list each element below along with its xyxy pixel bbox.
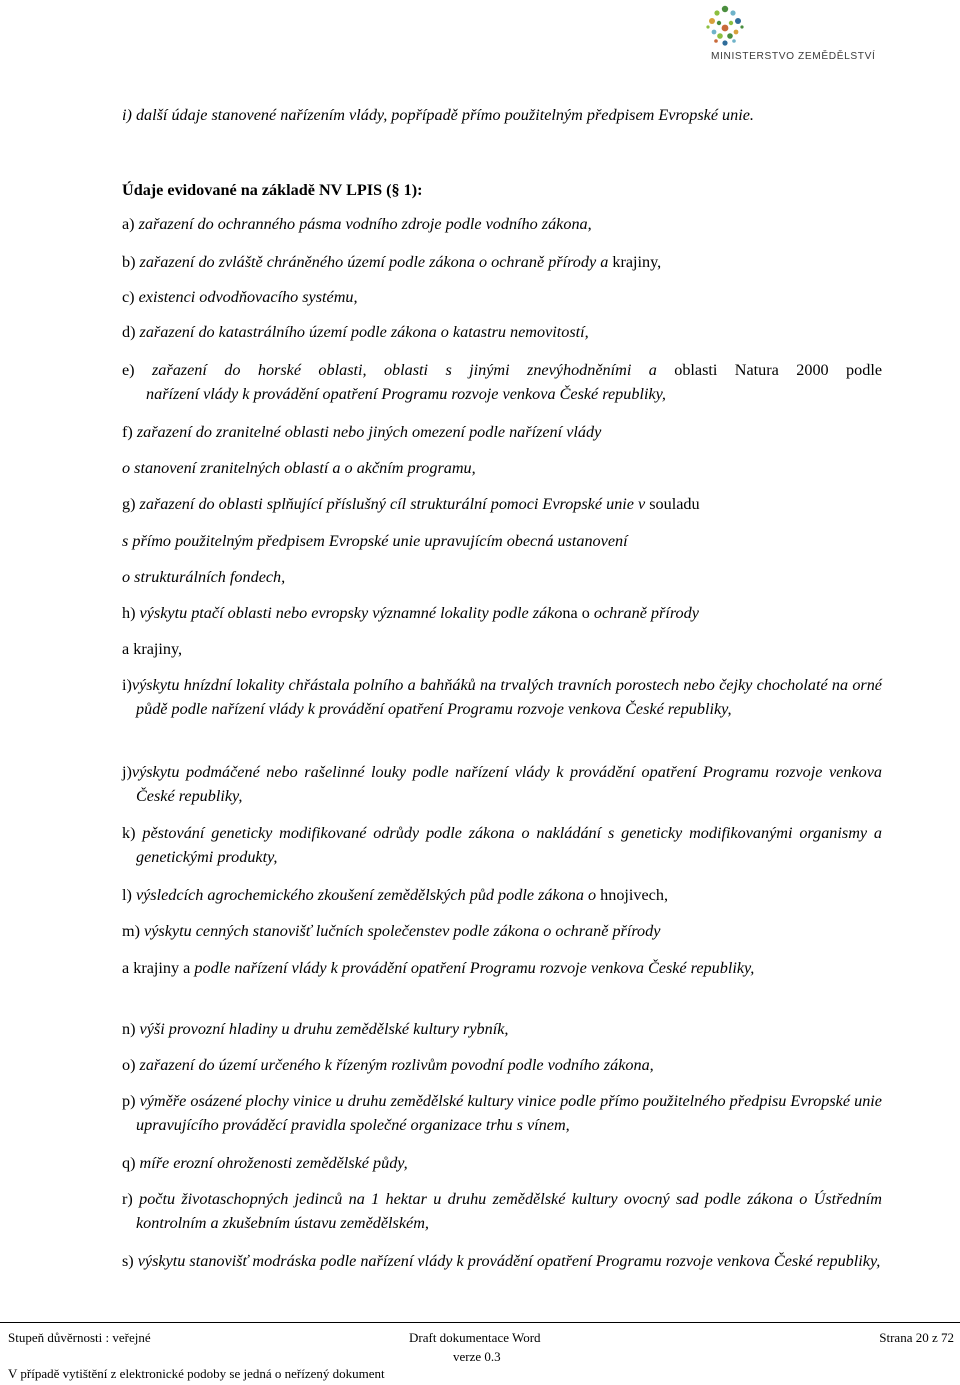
item-text: počtu životaschopných jedinců na 1 hektar u druhu zemědělské kultury ovocný sad podle zákona o Ústředním kontrolním a zkušebním ústavu zemědělském, [136, 1190, 882, 1232]
item-text-cont: nařízení vlády k provádění opatření Programu rozvoje venkova České republiky, [146, 385, 666, 403]
item-label: q) [122, 1154, 136, 1172]
footer-notice: V případě vytištění z elektronické podoby se jedná o neřízený dokument [8, 1366, 385, 1381]
item-text: zařazení do území určeného k řízeným rozlivům povodní podle vodního zákona, [139, 1056, 654, 1074]
footer-confidentiality: Stupeň důvěrnosti : veřejné [8, 1330, 151, 1345]
item-text: zařazení do oblasti splňující příslušný cíl strukturální pomoci Evropské unie v [139, 495, 646, 513]
item-i [122, 673, 882, 721]
item-text-plain: hnojivech, [596, 886, 669, 904]
item-text-end: ochraně přírody [589, 604, 699, 622]
item-k [122, 821, 882, 869]
item-d [122, 320, 882, 344]
footer-version: verze 0.3 [453, 1349, 501, 1364]
item-label: h) [122, 604, 136, 622]
item-text-plain: oblasti Natura 2000 podle [656, 361, 883, 379]
item-text: výskytu cenných stanovišť lučních společenstev podle zákona o ochraně přírody [144, 922, 661, 940]
item-m [122, 919, 882, 943]
item-label: b) [122, 253, 136, 271]
item-f [122, 420, 882, 444]
item-text: výsledcích agrochemického zkoušení zemědělských půd podle zákona o [135, 886, 597, 904]
item-label: p) [122, 1092, 136, 1110]
item-o [122, 1053, 882, 1077]
item-text: zařazení do zvláště chráněného území podle zákona o ochraně přírody a [139, 253, 609, 271]
item-text: zařazení do ochranného pásma vodního zdroje podle vodního zákona, [138, 215, 592, 233]
footer-page-number: Strana 20 z 72 [879, 1330, 954, 1345]
item-l [122, 883, 882, 907]
item-n [122, 1017, 882, 1041]
item-g [122, 492, 882, 516]
item-label: s) [122, 1252, 134, 1270]
item-b [122, 250, 882, 274]
item-label: r) [122, 1190, 133, 1208]
item-label: g) [122, 495, 136, 513]
item-h [122, 601, 882, 625]
item-c [122, 285, 882, 309]
item-label: d) [122, 323, 136, 341]
item-f-cont: o stanovení zranitelných oblastí a o akčním programu, [122, 459, 476, 477]
item-a [122, 212, 882, 236]
item-text: podle nařízení vlády k provádění opatření Programu rozvoje venkova České republiky, [190, 959, 755, 977]
item-label: i) [122, 106, 132, 124]
item-text: výši provozní hladiny u druhu zemědělské kultury rybník, [139, 1020, 509, 1038]
item-label: n) [122, 1020, 136, 1038]
item-text: zařazení do zranitelné oblasti nebo jiných omezení podle nařízení vlády [136, 423, 602, 441]
item-text-plain: krajiny, [608, 253, 662, 271]
item-h-cont: a krajiny, [122, 640, 183, 658]
item-label: k) [122, 824, 136, 842]
item-text: výskytu stanovišť modráska podle nařízení vlády k provádění opatření Programu rozvoje venkova České republiky, [137, 1252, 881, 1270]
item-text: zařazení do horské oblasti, oblasti s jinými znevýhodněními a [152, 361, 657, 379]
item-e [122, 358, 882, 406]
item-text: další údaje stanovené nařízením vlády, popřípadě přímo použitelným předpisem Evropské unie. [135, 106, 754, 124]
item-text: výskytu podmáčené nebo rašelinné louky podle nařízení vlády k provádění opatření Programu rozvoje venkova České republiky, [131, 763, 882, 805]
item-text: výskytu hnízdní lokality chřástala polního a bahňáků na trvalých travních porostech nebo čejky chocholaté na orné půdě podle nařízení vlády k provádění opatření Programu rozvoje venkova České republiky, [131, 676, 882, 718]
ministry-emblem-icon [690, 4, 760, 50]
item-label: m) [122, 922, 140, 940]
item-label: f) [122, 423, 133, 441]
item-text-plain: a krajiny a [122, 959, 191, 977]
item-text: zařazení do katastrálního území podle zákona o katastru nemovitostí, [139, 323, 589, 341]
item-q [122, 1151, 882, 1175]
item-text: výskytu ptačí oblasti nebo evropsky významné lokality podle záko [139, 604, 563, 622]
section-heading: Údaje evidované na základě NV LPIS (§ 1): [122, 181, 423, 199]
item-label: o) [122, 1056, 136, 1074]
item-j [122, 760, 882, 808]
item-label: j) [122, 763, 132, 781]
item-text: pěstování geneticky modifikované odrůdy podle zákona o nakládání s geneticky modifikovanými organismy a genetickými produkty, [136, 824, 883, 866]
item-text: výměře osázené plochy vinice u druhu zemědělské kultury vinice podle přímo použitelného předpisu Evropské unie upravujícího prováděcí pravidla společné organizace trhu s vínem, [136, 1092, 882, 1134]
ministry-name: MINISTERSTVO ZEMĚDĚLSTVÍ [711, 51, 876, 62]
item-g-cont: s přímo použitelným předpisem Evropské unie upravujícím obecná ustanovení [122, 532, 628, 550]
item-text: existenci odvodňovacího systému, [138, 288, 358, 306]
item-r [122, 1187, 882, 1235]
item-text-plain: souladu [645, 495, 700, 513]
item-label: e) [122, 361, 135, 379]
footer-doc-title: Draft dokumentace Word [409, 1330, 541, 1345]
item-g-cont2: o strukturálních fondech, [122, 568, 286, 586]
item-p [122, 1089, 882, 1137]
item-s [122, 1249, 882, 1273]
footer-divider [0, 1322, 960, 1323]
item-text: míře erozní ohroženosti zemědělské půdy, [139, 1154, 408, 1172]
item-label: c) [122, 288, 135, 306]
item-label: l) [122, 886, 132, 904]
item-label: i) [122, 676, 132, 694]
item-m-cont [122, 956, 882, 980]
item-label: a) [122, 215, 135, 233]
item-i-intro [122, 103, 882, 127]
item-text-plain: na o [562, 604, 590, 622]
ministry-logo [690, 4, 960, 64]
